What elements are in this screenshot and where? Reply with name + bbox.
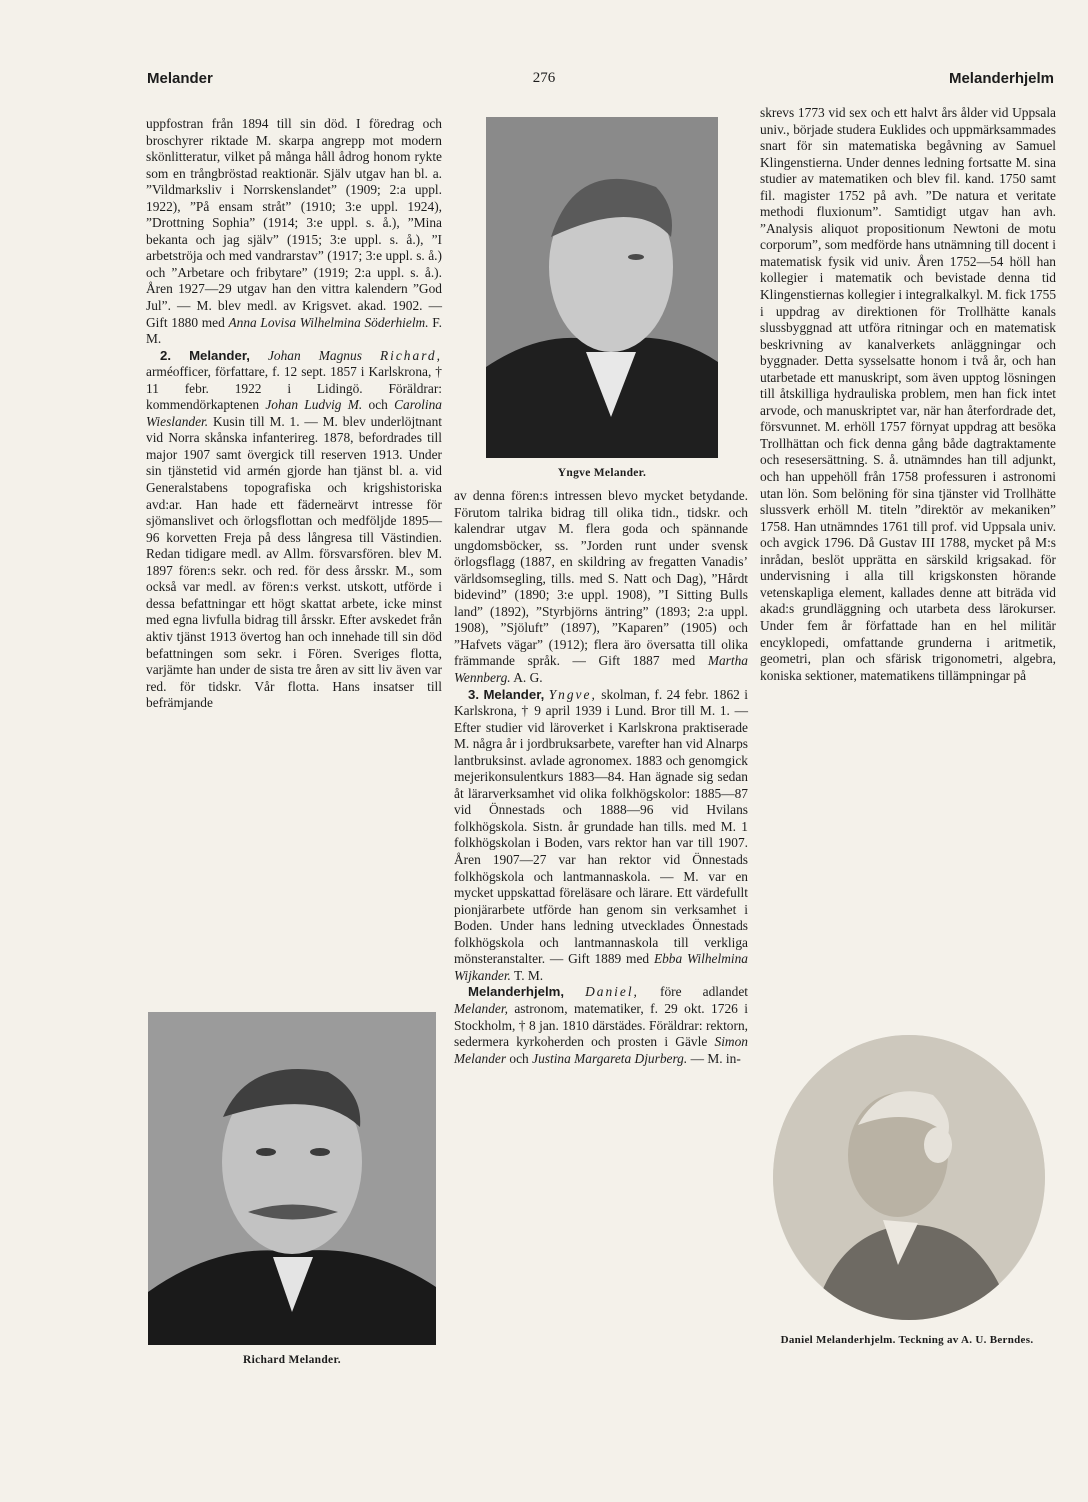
entry-4-mother: Justina Margareta Djurberg. xyxy=(532,1050,688,1066)
entry-3-spouse: Ebba Wilhelmina Wijkander. xyxy=(454,951,749,983)
entry-3-number: 3. xyxy=(468,686,479,702)
portrait-yngve-melander xyxy=(486,117,718,458)
running-header xyxy=(0,70,1088,94)
entry-4-father: Simon Melander xyxy=(454,1034,748,1066)
entry-4-text-c: — M. in- xyxy=(690,1050,741,1066)
entry-4-continued: skrevs 1773 vid sex och ett halvt års ålder vid Uppsala univ., började studera Euklides och uppmärksammades snart för sin matematiska begåvning av Samuel Klingenstierna. Under dennes ledning fortsatte M. sina studier av matematiken och blev fil. kand. 1750 samt fil. magister 1752 på avh. ”De natura et veritate methodi fluxionum”. Samtidigt utgav han avh. ”Analysis aliquot propositionum Newtoni de motu corporum”, som medförde hans utnämning till docent i matematisk fysik vid univ. Åren 1752—54 höll han kollegier i matematik och bevistade denna tid Klingenstiernas kollegier i integralkalkyl. M. fick 1755 i uppdrag av direktionen för Trollhätte kanals slussbyggnad att utföra ritningar och en matematisk beskrivning av kanalverkets anläggningar och byggnader. Detta sysselsatte honom i två år, och han utarbetade ett manuskript, som även upptog lösningen till åtskilliga hydrauliska problem, men han fick intet arvode, och manuskriptet var, när han återfordrade det, försvunnet. M. erhöll 1757 förnyat uppdrag att besöka Trollhättan och fick denna gång både dagtraktamente och resesersättning. S. å. utnämndes han till adjunkt, och han uppehöll från 1758 professuren i astronomi utan lön. Som belöning för sina tjänster vid Trollhätte slussverk erhöll M. titeln ”direktör av mekaniken” 1758. Han utnämndes 1761 till prof. vid Uppsala univ. och avgick 1796. Då Gustav III 1788, mycket på M:s inrådan, beslöt upprätta en särskild krigsakad. för undervisning i alla till krigskonsten hörande vetenskapliga element, kallades denne att biträda vid akad:s grundläggning och utarbeta dess lärokurser. Under fem år författade han en hel militär encyklopedi, omfattande grunderna i aritmetik, geometri, plan och sfärisk trigonometri, algebra, koniska sektioner, matematikens tillämpningar på xyxy=(760,105,1057,683)
caption-daniel: Daniel Melanderhjelm. Teckning av A. U. Berndes. xyxy=(780,1334,1034,1346)
entry-1-spouse: Anna Lovisa Wilhelmina Söderhielm. xyxy=(228,314,429,330)
entry-2 xyxy=(146,348,442,712)
header-right-word: Melanderhjelm xyxy=(948,70,1054,87)
entry-4-previous-name: Melander, xyxy=(454,1000,508,1016)
entry-2-text-a: arméofficer, författare, f. 12 sept. 1857 i Karlskrona, † 11 febr. 1922 i Lidingö. Föräldrar: kommendörkaptenen xyxy=(146,364,442,413)
entry-3-callname: Yngve, xyxy=(548,686,597,702)
column-1 xyxy=(146,116,442,712)
entry-2-headword: Melander, xyxy=(189,347,250,363)
entry-2-spouse: Martha Wennberg. xyxy=(454,653,748,686)
entry-1-text: uppfostran från 1894 till sin död. I föredrag och broschyrer riktade M. skarpa angrepp mot modern skönlitteratur, vilket på många håll ådrog honom rykte som en trångbröstad reaktionär. Själv utgav han bl. a. ”Vildmarksliv i Norrskenslandet” (1909; 2:a uppl. 1922), ”På ensam stråt” (1910; 3:e uppl. 1924), ”Drottning Sophia” (1914; 3:e uppl. s. å.), ”Mina bekanta och jag själv” (1915; 3:e uppl. s. å.), ”I arbetströja och med vandrarstav” (1917; 3:e uppl. s. å.) och ”Arbetare och fribytare” (1919; 2:a uppl. s. å.). Åren 1927—29 utgav han den vittra kalendern ”God Jul”. — M. blev medl. av Krigsvet. akad. 1902. — Gift 1880 med xyxy=(146,116,442,330)
entry-1-signature: F. M. xyxy=(146,314,442,347)
page-number: 276 xyxy=(532,70,556,86)
entry-3-headword: Melander, xyxy=(483,686,545,702)
entry-2-number: 2. xyxy=(160,347,171,363)
entry-2-mother: Carolina Wieslander. xyxy=(146,397,442,429)
entry-3 xyxy=(454,687,748,985)
portrait-richard-melander xyxy=(148,1012,436,1345)
entry-2-father: Johan Ludvig M. xyxy=(265,397,363,413)
entry-2-and: och xyxy=(368,397,388,413)
entry-2-text-c: av denna fören:s intressen blevo mycket betydande. Förutom talrika bidrag till olika tidn., tidskr. och kalendrar utgav M. flera goda och spännande ungdomsböcker, ss. ”Jorden runt under svensk örlogsflagg (1887, en skildring av fregatten Vanadis’ världsomsegling, tills. med S. Natt och Dag), ”Hårdt bidevind” (1890; 3:e uppl. 1908), ”I Sitting Bulls land” (1892), ”Styrbjörns äntring” (1893; 2:a uppl. 1908), ”Sjöluft” (1897), ”Kaparen” (1905) och ”Hafvets vägar” (1912); flera äro översatta till olika främmande språk. — Gift 1887 med xyxy=(454,488,748,669)
column-3 xyxy=(760,105,1056,684)
portrait-yngve-drawing xyxy=(486,117,718,458)
entry-2-continued xyxy=(454,488,748,687)
portrait-daniel-drawing xyxy=(773,1035,1045,1320)
entry-3-text: skolman, f. 24 febr. 1862 i Karlskrona, † 9 april 1939 i Lund. Bror till M. 1. — Efter studier vid läroverket i Karlskrona praktiserade M. några år i jordbruksarbete, varefter han vid Alnarps lantbruksinst. avlade agronomex. 1883 och genomgick mejerikonsulentkurs 1883—84. Han ägnade sig sedan åt lärarverksamhet vid olika folkhögskolor: 1885—87 vid Önnestads och 1888—96 vid Hvilans folkhögskola. Sistn. år grundade han tills. med M. 1 folkhögskolan i Boden, vars rektor han var till 1907. Åren 1907—27 var han rektor vid Önnestads folkhögskola och lantmannaskola. — M. var en mycket uppskattad föreläsare och lärare. Ett värdefullt pionjärarbete utförde han genom sin verksamhet i Boden. Under hans ledning utvecklades Önnestads folkhögskola och lantmannaskola till verkliga mönsteranstalter. — Gift 1889 med xyxy=(454,686,748,967)
entry-4-callname: Daniel, xyxy=(585,984,639,1000)
portrait-daniel-melanderhjelm xyxy=(773,1035,1045,1320)
entry-4-headword: Melanderhjelm, xyxy=(468,984,565,1000)
entry-2-callname: Richard, xyxy=(379,347,442,363)
caption-yngve: Yngve Melander. xyxy=(557,467,647,479)
header-left-word: Melander xyxy=(147,70,213,87)
entry-2-given-names: Johan Magnus xyxy=(267,347,362,363)
entry-4-text-a: före adlandet xyxy=(660,984,748,1000)
entry-2-text-b: Kusin till M. 1. — M. blev underlöjtnant vid Norra skånska infanterireg. 1878, befordrades till major 1907 samt övergick till reserven 1913. Under sin tjänstetid vid armén gjorde han tjänst bl. a. vid Generalstabens topografiska och krigshistoriska avd:ar. Han hade ett fäderneärvt intresse för sjömanslivet och örlogsflottan och medföljde 1895—96 korvetten Freja på dess långresa till Västindien. Redan tidigare medl. av Allm. försvarsfören. blev M. 1897 fören:s sekr. och red. för dess årsskr. M., som också var medl. av fören:s verkst. utskott, utförde i dessa befattningar ett högt skattat arbete, icke minst med egna livfulla bidrag till årsskr. Efter avskedet från aktiv tjänst 1913 övertog han och innehade till sin död befattningen som sekr. i Fören. Sveriges flotta, varjämte han under de sista tre åren av sitt liv även var red. för tidskr. Vår flotta. Hans insatser till befrämjande xyxy=(146,413,442,711)
entry-4-and: och xyxy=(509,1050,529,1066)
portrait-richard-drawing xyxy=(148,1012,436,1345)
entry-1-continued xyxy=(146,116,442,348)
entry-3-signature: T. M. xyxy=(514,967,544,983)
column-2 xyxy=(454,488,748,1067)
entry-2-signature: A. G. xyxy=(513,670,543,686)
entry-4-text-b: astronom, matematiker, f. 29 okt. 1726 i Stockholm, † 8 jan. 1810 därstädes. Föräldrar: rektorn, sedermera kyrkoherden och prosten i Gävle xyxy=(454,1000,748,1050)
caption-richard: Richard Melander. xyxy=(243,1354,341,1366)
entry-4 xyxy=(454,984,748,1067)
